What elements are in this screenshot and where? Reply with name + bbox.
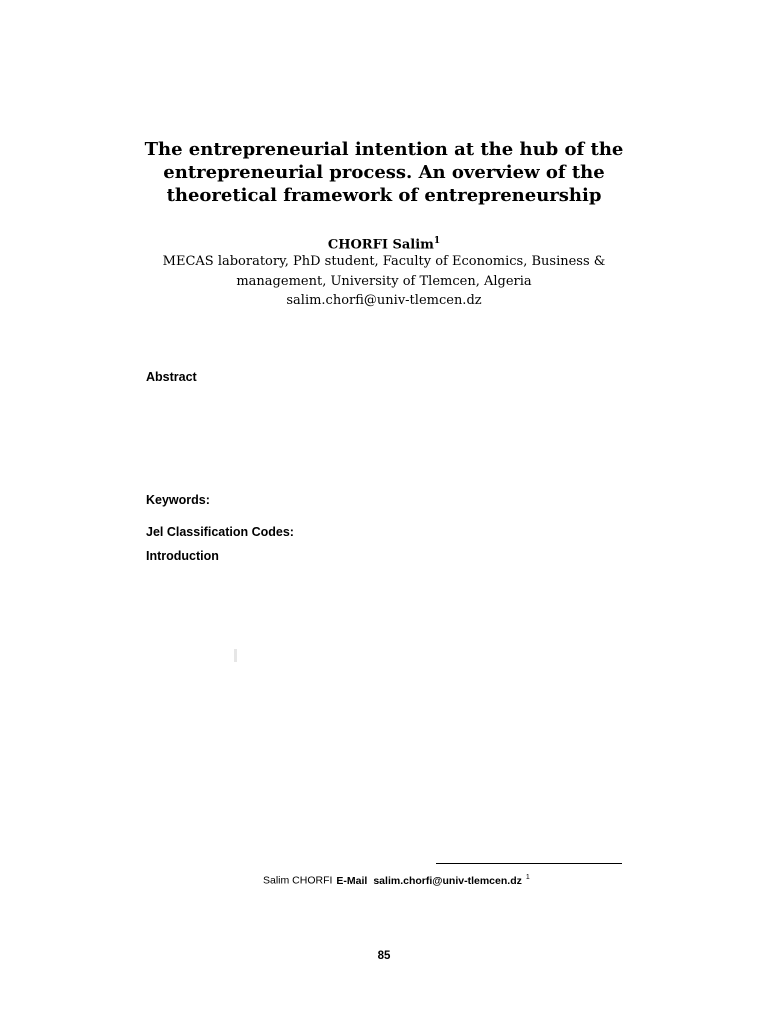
- paper-title: [130, 138, 638, 207]
- footnote-marker: 1: [525, 874, 530, 881]
- author-name-line: [134, 232, 634, 254]
- introduction-heading: Introduction: [146, 549, 219, 563]
- footnote-author: Salim CHORFI: [263, 874, 333, 887]
- author-email: salim.chorfi@univ-tlemcen.dz: [286, 293, 482, 308]
- affiliation-line-2: management, University of Tlemcen, Algeria: [236, 273, 532, 289]
- page-number: 85: [377, 950, 391, 962]
- title-line-1: The entrepreneurial intention at the hub of the: [144, 139, 624, 160]
- author-affiliation: [134, 252, 634, 311]
- title-line-3: theoretical framework of entrepreneurship: [166, 185, 602, 206]
- footnote-email: salim.chorfi@univ-tlemcen.dz: [373, 874, 522, 887]
- abstract-heading: Abstract: [146, 370, 197, 384]
- author-footnote-marker: 1: [433, 236, 441, 246]
- footnote-email-label: E-Mail: [336, 874, 368, 887]
- keywords-heading: Keywords:: [146, 493, 210, 507]
- footnote-separator: [436, 863, 622, 864]
- footnote: [263, 871, 530, 888]
- jel-codes-heading: Jel Classification Codes:: [146, 525, 294, 539]
- affiliation-line-1: MECAS laboratory, PhD student, Faculty of Economics, Business &: [162, 254, 606, 269]
- title-line-2: entrepreneurial process. An overview of the: [163, 162, 605, 183]
- author-name: CHORFI Salim: [327, 237, 434, 253]
- text-cursor-mark: [234, 649, 237, 662]
